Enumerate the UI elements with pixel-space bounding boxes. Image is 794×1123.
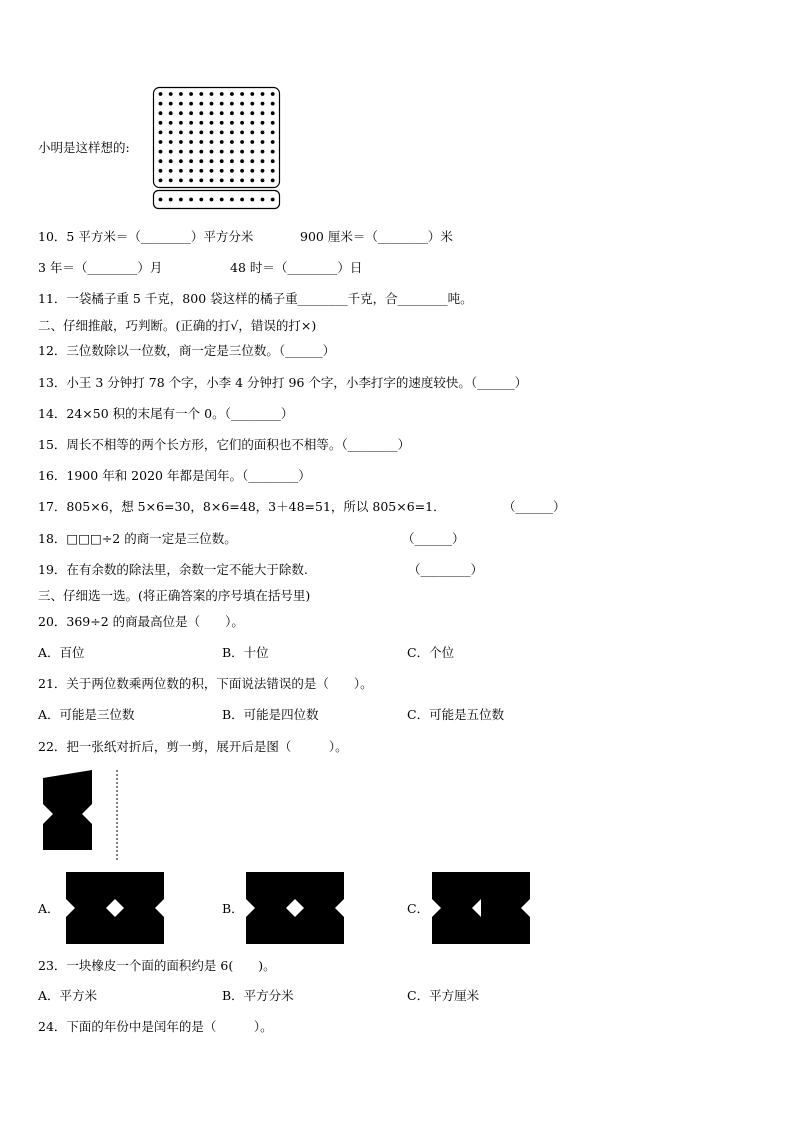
extra-row-dot <box>159 198 163 202</box>
grid-dot <box>240 159 244 163</box>
grid-dot <box>220 131 224 135</box>
grid-dot <box>230 92 234 96</box>
grid-dot <box>199 179 203 183</box>
grid-dot <box>199 102 203 106</box>
q21-stem: 21．关于两位数乘两位数的积，下面说法错误的是（ ）。 <box>38 676 373 691</box>
grid-dot <box>240 150 244 154</box>
q20-option-b: B．十位 <box>222 645 269 660</box>
grid-dot <box>271 92 275 96</box>
grid-dot <box>250 150 254 154</box>
grid-dot <box>240 121 244 125</box>
grid-dot <box>159 140 163 144</box>
q23-option-c: C．平方厘米 <box>407 988 480 1003</box>
grid-dot <box>220 92 224 96</box>
grid-dot <box>261 121 265 125</box>
q22-option-a-label: A． <box>38 901 60 916</box>
q14-text: 14．24×50 积的末尾有一个 0。（________） <box>38 406 294 421</box>
grid-dot <box>189 111 193 115</box>
q10-part-b: 900 厘米＝（________）米 <box>300 229 453 244</box>
grid-dot <box>230 121 234 125</box>
grid-dot <box>210 150 214 154</box>
extra-row-dot <box>189 198 193 202</box>
grid-dot <box>271 179 275 183</box>
grid-dot <box>261 159 265 163</box>
q12-text: 12．三位数除以一位数，商一定是三位数。（______） <box>38 343 336 358</box>
q23-option-a: A．平方米 <box>38 988 98 1003</box>
q22-option-c-label: C． <box>407 901 430 916</box>
grid-dot <box>159 179 163 183</box>
q19-blank: （________） <box>408 562 484 577</box>
grid-dot <box>179 121 183 125</box>
grid-dot <box>271 159 275 163</box>
grid-dot <box>250 92 254 96</box>
grid-dot <box>199 111 203 115</box>
q10-part-d: 48 时＝（________）日 <box>230 260 363 275</box>
grid-dot <box>261 111 265 115</box>
q10-part-a: 10．5 平方米＝（________）平方分米 <box>38 229 254 244</box>
q18-blank: （______） <box>402 531 465 546</box>
q21-option-b: B．可能是四位数 <box>222 707 319 722</box>
grid-dot <box>159 169 163 173</box>
grid-dot <box>159 121 163 125</box>
grid-dot <box>240 111 244 115</box>
grid-dot <box>169 169 173 173</box>
grid-dot <box>271 169 275 173</box>
grid-dot <box>199 169 203 173</box>
grid-dot <box>179 92 183 96</box>
q10-part-c: 3 年＝（________）月 <box>38 260 163 275</box>
grid-dot <box>179 179 183 183</box>
extra-row-dot <box>261 198 265 202</box>
grid-dot <box>250 140 254 144</box>
extra-row-dot <box>179 198 183 202</box>
q20-option-a: A．百位 <box>38 645 85 660</box>
grid-dot <box>261 140 265 144</box>
grid-dot <box>210 111 214 115</box>
grid-dot <box>271 150 275 154</box>
q21-option-c: C．可能是五位数 <box>407 707 505 722</box>
grid-dot <box>230 131 234 135</box>
grid-dot <box>189 159 193 163</box>
q23-option-b: B．平方分米 <box>222 988 294 1003</box>
grid-dot <box>179 102 183 106</box>
grid-dot <box>240 102 244 106</box>
grid-dot <box>220 179 224 183</box>
grid-dot <box>169 131 173 135</box>
grid-dot <box>179 159 183 163</box>
grid-dot <box>189 179 193 183</box>
q20-option-c: C．个位 <box>407 645 455 660</box>
grid-dot <box>189 169 193 173</box>
grid-dot <box>250 121 254 125</box>
grid-dot <box>230 111 234 115</box>
grid-dot <box>230 179 234 183</box>
q22-option-a-figure <box>66 872 164 944</box>
grid-dot <box>199 159 203 163</box>
section-3-heading: 三、仔细选一选。(将正确答案的序号填在括号里) <box>38 588 311 603</box>
grid-dot <box>179 131 183 135</box>
grid-dot <box>230 169 234 173</box>
q13-text: 13．小王 3 分钟打 78 个字，小李 4 分钟打 96 个字，小李打字的速度较快。（______） <box>38 375 528 390</box>
grid-dot <box>240 131 244 135</box>
q20-stem: 20．369÷2 的商最高位是（ ）。 <box>38 614 244 629</box>
grid-dot <box>271 140 275 144</box>
grid-dot <box>199 140 203 144</box>
grid-dot <box>261 150 265 154</box>
dots-figure-label: 小明是这样想的: <box>38 140 130 155</box>
grid-dot <box>169 179 173 183</box>
grid-dot <box>189 140 193 144</box>
q15-text: 15．周长不相等的两个长方形，它们的面积也不相等。（________） <box>38 437 411 452</box>
grid-dot <box>159 159 163 163</box>
grid-dot <box>189 131 193 135</box>
grid-dot <box>159 131 163 135</box>
q23-stem: 23．一块橡皮一个面的面积约是 6( )。 <box>38 958 276 973</box>
grid-dot <box>220 121 224 125</box>
q22-option-b-label: B． <box>222 901 244 916</box>
q17-text: 17．805×6，想 5×6=30，8×6=48，3＋48=51，所以 805×6=1． <box>38 499 446 514</box>
grid-dot <box>220 169 224 173</box>
grid-dot <box>250 169 254 173</box>
extra-row-dot <box>230 198 234 202</box>
grid-dot <box>230 159 234 163</box>
extra-row-dot <box>199 198 203 202</box>
grid-dot <box>159 111 163 115</box>
grid-dot <box>261 179 265 183</box>
grid-dot <box>169 150 173 154</box>
grid-dot <box>240 169 244 173</box>
grid-dot <box>271 102 275 106</box>
grid-dot <box>210 169 214 173</box>
grid-dot <box>159 102 163 106</box>
extra-row-dot <box>240 198 244 202</box>
q22-folded-paper-figure <box>40 768 130 862</box>
q22-option-c-figure <box>432 872 530 944</box>
grid-dot <box>220 111 224 115</box>
grid-dot <box>189 102 193 106</box>
q21-option-a: A．可能是三位数 <box>38 707 135 722</box>
dot-grid-figure <box>152 86 282 212</box>
grid-dot <box>210 121 214 125</box>
extra-row-dot <box>250 198 254 202</box>
grid-dot <box>230 140 234 144</box>
grid-dot <box>159 92 163 96</box>
grid-dot <box>210 131 214 135</box>
grid-dot <box>169 111 173 115</box>
q17-blank: （______） <box>503 499 566 514</box>
grid-dot <box>261 102 265 106</box>
q11-text: 11．一袋橘子重 5 千克，800 袋这样的橘子重________千克，合________吨。 <box>38 291 473 306</box>
grid-dot <box>189 121 193 125</box>
q19-text: 19．在有余数的除法里，余数一定不能大于除数. <box>38 562 308 577</box>
grid-dot <box>169 92 173 96</box>
grid-dot <box>261 169 265 173</box>
grid-dot <box>199 150 203 154</box>
section-2-heading: 二、仔细推敲，巧判断。(正确的打√，错误的打×) <box>38 318 317 333</box>
grid-dot <box>240 179 244 183</box>
grid-dot <box>250 102 254 106</box>
grid-dot <box>199 92 203 96</box>
grid-dot <box>169 121 173 125</box>
grid-dot <box>169 159 173 163</box>
grid-dot <box>199 131 203 135</box>
grid-dot <box>159 150 163 154</box>
grid-dot <box>179 150 183 154</box>
grid-dot <box>250 179 254 183</box>
grid-dot <box>189 150 193 154</box>
grid-dot <box>169 102 173 106</box>
grid-dot <box>240 140 244 144</box>
grid-dot <box>210 102 214 106</box>
grid-dot <box>271 121 275 125</box>
grid-dot <box>240 92 244 96</box>
extra-row-dot <box>169 198 173 202</box>
grid-dot <box>220 159 224 163</box>
grid-dot <box>271 131 275 135</box>
grid-dot <box>230 102 234 106</box>
q16-text: 16．1900 年和 2020 年都是闰年。（________） <box>38 468 311 483</box>
q18-text: 18．□□□÷2 的商一定是三位数。 <box>38 531 237 546</box>
extra-row-dot <box>271 198 275 202</box>
grid-dot <box>250 111 254 115</box>
grid-dot <box>220 150 224 154</box>
grid-dot <box>210 159 214 163</box>
extra-row-dot <box>210 198 214 202</box>
grid-dot <box>271 111 275 115</box>
grid-dot <box>179 169 183 173</box>
grid-dot <box>261 92 265 96</box>
grid-dot <box>220 140 224 144</box>
q24-stem: 24．下面的年份中是闰年的是（ ）。 <box>38 1019 273 1034</box>
grid-dot <box>199 121 203 125</box>
grid-dot <box>261 131 265 135</box>
grid-dot <box>179 111 183 115</box>
q22-stem: 22．把一张纸对折后，剪一剪，展开后是图（ ）。 <box>38 739 348 754</box>
q22-option-b-figure <box>246 872 344 944</box>
grid-dot <box>189 92 193 96</box>
grid-dot <box>210 179 214 183</box>
grid-dot <box>230 150 234 154</box>
grid-dot <box>250 131 254 135</box>
extra-row-dot <box>220 198 224 202</box>
grid-dot <box>250 159 254 163</box>
grid-dot <box>169 140 173 144</box>
grid-dot <box>179 140 183 144</box>
grid-dot <box>210 92 214 96</box>
grid-dot <box>210 140 214 144</box>
grid-dot <box>220 102 224 106</box>
